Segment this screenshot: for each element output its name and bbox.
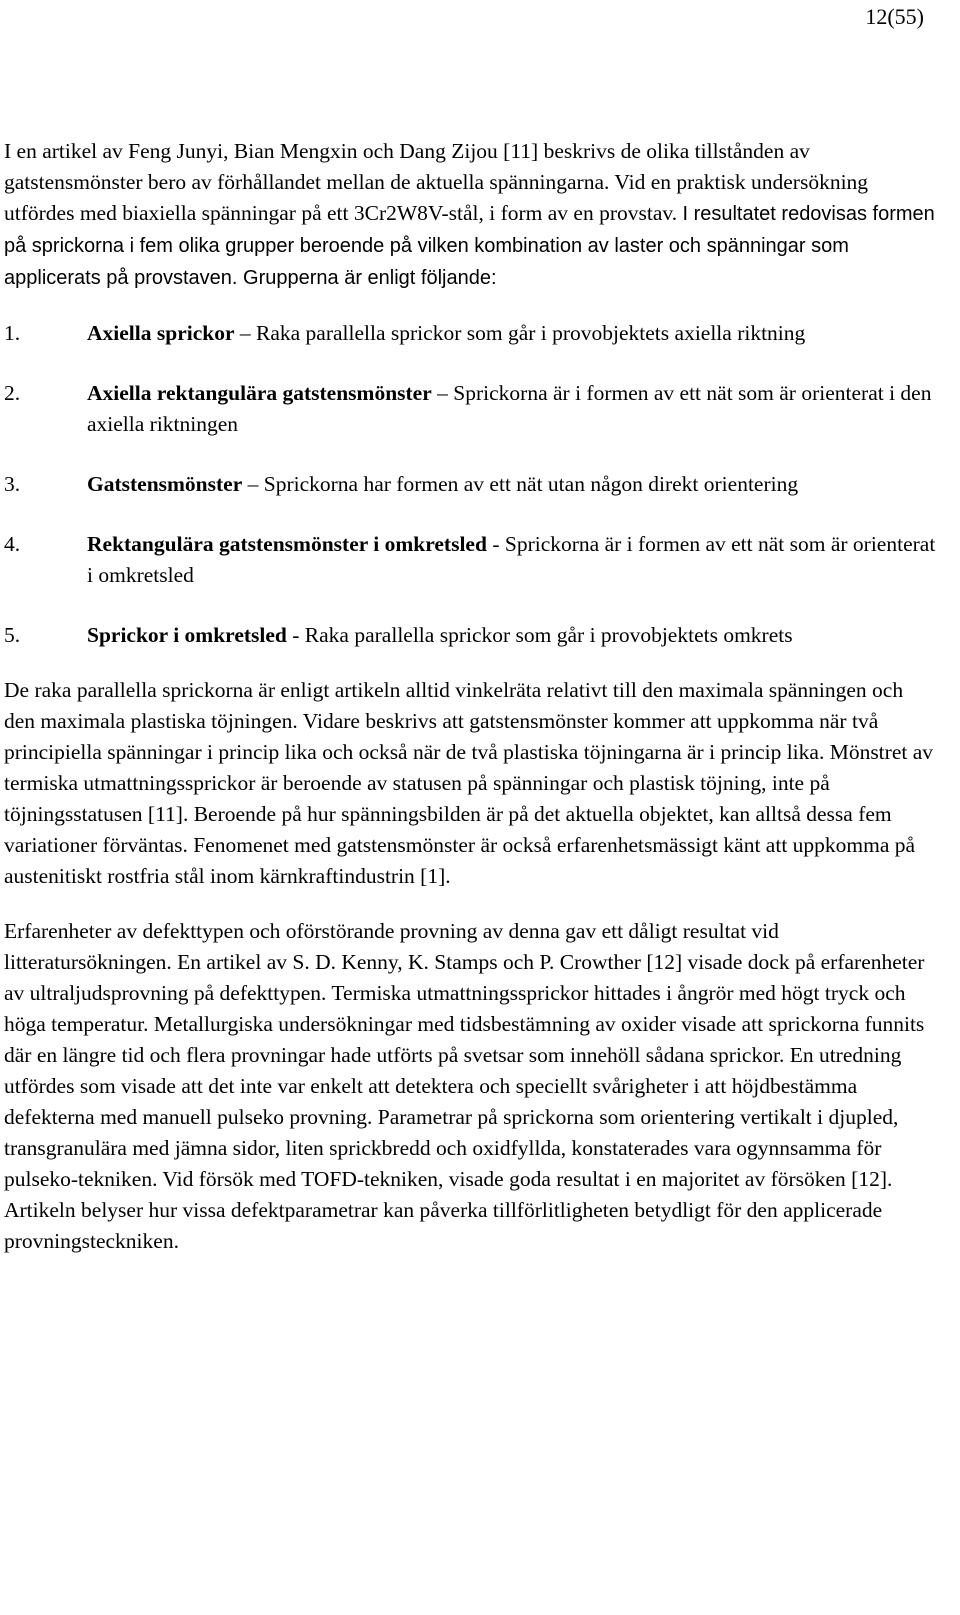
intro-paragraph bbox=[4, 136, 936, 294]
list-item bbox=[4, 529, 936, 591]
intro-text-part2: I resultatet redovisas formen på sprickorna i fem olika grupper beroende på vilken kombination av laster och spänningar som applicerats på provstaven. Grupperna är enligt följande: bbox=[4, 203, 935, 289]
list-item-number: 1. bbox=[4, 321, 21, 345]
list-item bbox=[4, 318, 936, 349]
list-item-description: Sprickorna har formen av ett nät utan någon direkt orientering bbox=[263, 472, 799, 496]
list-item-text bbox=[87, 529, 936, 591]
list-item-description: Sprickorna är i formen av ett nät som är orienterat i omkretsled bbox=[87, 532, 936, 587]
list-item bbox=[4, 620, 936, 651]
list-item-number: 2. bbox=[4, 381, 21, 405]
list-item-separator: - bbox=[286, 623, 305, 647]
document-body bbox=[4, 136, 936, 1281]
list-item-description: Sprickorna är i formen av ett nät som är orienterat i den axiella riktningen bbox=[87, 381, 932, 436]
list-item-text bbox=[87, 318, 936, 349]
list-item-term: Sprickor i omkretsled bbox=[87, 623, 287, 647]
list-item-term: Rektangulära gatstensmönster i omkretsled bbox=[87, 532, 487, 556]
list-item-term: Gatstensmönster bbox=[87, 472, 243, 496]
list-item-text bbox=[87, 620, 936, 651]
list-item-text bbox=[87, 378, 936, 440]
list-item-description: Raka parallella sprickor som går i provobjektets omkrets bbox=[304, 623, 793, 647]
crack-group-list bbox=[4, 318, 936, 651]
list-item-separator: – bbox=[242, 472, 264, 496]
list-item-term: Axiella rektangulära gatstensmönster bbox=[87, 381, 432, 405]
list-item bbox=[4, 469, 936, 500]
body-paragraph: Erfarenheter av defekttypen och oförstörande provning av denna gav ett dåligt resultat vid litteratursökningen. En artikel av S. D. Kenny, K. Stamps och P. Crowther [12] visade dock på erfarenheter av ultraljudsprovning på defekttypen. Termiska utmattningssprickor hittades i ångrör med högt tryck och höga temperatur. Metallurgiska undersökningar med tidsbestämning av oxider visade att sprickorna funnits där en längre tid och flera provningar hade utförts på svetsar som innehöll sådana sprickor. En utredning utfördes som visade att det inte var enkelt att detektera och speciellt svårigheter i att höjdbestämma defekterna med manuell pulseko provning. Parametrar på sprickorna som orientering vertikalt i djupled, transgranulära med jämna sidor, liten sprickbredd och oxidfyllda, konstaterades vara ogynnsamma för pulseko-tekniken. Vid försök med TOFD-tekniken, visade goda resultat i en majoritet av försöken [12]. Artikeln belyser hur vissa defektparametrar kan påverka tillförlitligheten betydligt för den applicerade provningsteckniken. bbox=[4, 919, 925, 1253]
intro-text-part1: I en artikel av Feng Junyi, Bian Mengxin och Dang Zijou [11] beskrivs de olika tillstånden av gatstensmönster bero av förhållandet mellan de aktuella spänningarna. Vid en praktisk undersökning utfördes med biaxiella spänningar på ett 3Cr2W8V-stål, i form av en provstav. bbox=[4, 139, 869, 225]
list-item-description: Raka parallella sprickor som går i provobjektets axiella riktning bbox=[256, 321, 806, 345]
list-item-number: 3. bbox=[4, 472, 21, 496]
list-item-number: 4. bbox=[4, 532, 21, 556]
list-item-number: 5. bbox=[4, 623, 21, 647]
list-item bbox=[4, 378, 936, 440]
body-paragraph: De raka parallella sprickorna är enligt artikeln alltid vinkelräta relativt till den maximala spänningen och den maximala plastiska töjningen. Vidare beskrivs att gatstensmönster kommer att uppkomma när två principiella spänningar i princip lika och också när de två plastiska töjningarna är i princip lika. Mönstret av termiska utmattningssprickor är beroende av statusen på spänningar och plastisk töjning, inte på töjningsstatusen [11]. Beroende på hur spänningsbilden är på det aktuella objektet, kan alltså dessa fem variationer förväntas. Fenomenet med gatstensmönster är också erfarenhetsmässigt känt att uppkomma på austenitiskt rostfria stål inom kärnkraftindustrin [1]. bbox=[4, 678, 934, 888]
list-item-term: Axiella sprickor bbox=[87, 321, 235, 345]
list-item-separator: – bbox=[234, 321, 256, 345]
page-number: 12(55) bbox=[865, 4, 924, 29]
list-item-separator: - bbox=[486, 532, 505, 556]
list-item-text bbox=[87, 469, 936, 500]
list-item-separator: – bbox=[431, 381, 454, 405]
